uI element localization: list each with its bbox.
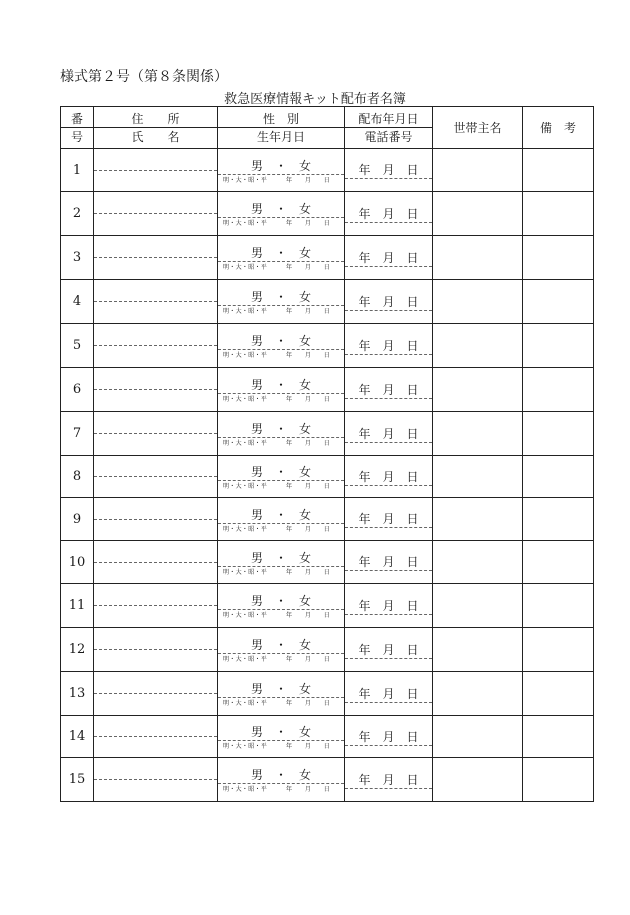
address-field[interactable] <box>94 389 217 390</box>
header-gender-birth <box>218 107 345 149</box>
gender-birth-cell <box>218 758 345 802</box>
address-field[interactable] <box>94 213 217 214</box>
table-row <box>61 280 594 324</box>
gender-options[interactable]: 男 ・ 女 <box>218 549 344 567</box>
address-name-cell <box>94 236 218 280</box>
birth-eras[interactable]: 明・大・昭・平 年 月 日 <box>223 308 331 315</box>
header-row <box>61 107 594 149</box>
date-phone-cell <box>345 584 433 628</box>
gender-birth-cell <box>218 716 345 758</box>
header-address-name <box>94 107 218 149</box>
address-name-cell <box>94 758 218 802</box>
remarks-field[interactable] <box>523 672 594 716</box>
row-number: 11 <box>61 584 94 628</box>
gender-birth-cell <box>218 672 345 716</box>
row-number: 12 <box>61 628 94 672</box>
gender-options[interactable]: 男 ・ 女 <box>218 636 344 654</box>
gender-birth-cell <box>218 149 345 192</box>
address-field[interactable] <box>94 562 217 563</box>
distribution-date[interactable]: 年 月 日 <box>345 510 432 528</box>
householder-field[interactable] <box>433 192 523 236</box>
gender-birth-cell <box>218 280 345 324</box>
date-phone-cell <box>345 280 433 324</box>
birth-eras[interactable]: 明・大・昭・平 年 月 日 <box>223 483 331 490</box>
address-name-cell <box>94 192 218 236</box>
table-row <box>61 456 594 498</box>
birth-eras[interactable]: 明・大・昭・平 年 月 日 <box>223 612 331 619</box>
distribution-date[interactable]: 年 月 日 <box>345 293 432 311</box>
address-name-cell <box>94 149 218 192</box>
address-name-cell <box>94 584 218 628</box>
date-phone-cell <box>345 758 433 802</box>
address-name-cell <box>94 628 218 672</box>
address-name-cell <box>94 498 218 541</box>
date-phone-cell <box>345 192 433 236</box>
header-householder: 世帯主名 <box>433 107 523 149</box>
gender-options[interactable]: 男 ・ 女 <box>218 244 344 262</box>
remarks-field[interactable] <box>523 236 594 280</box>
distribution-date[interactable]: 年 月 日 <box>345 337 432 355</box>
row-number: 2 <box>61 192 94 236</box>
address-name-cell <box>94 412 218 456</box>
remarks-field[interactable] <box>523 498 594 541</box>
distribution-date[interactable]: 年 月 日 <box>345 205 432 223</box>
distribution-date[interactable]: 年 月 日 <box>345 381 432 399</box>
row-number: 8 <box>61 456 94 498</box>
table-row <box>61 192 594 236</box>
birth-eras[interactable]: 明・大・昭・平 年 月 日 <box>223 264 331 271</box>
address-field[interactable] <box>94 433 217 434</box>
table-row <box>61 672 594 716</box>
address-field[interactable] <box>94 257 217 258</box>
gender-options[interactable]: 男 ・ 女 <box>218 157 344 175</box>
householder-field[interactable] <box>433 628 523 672</box>
header-phone: 電話番号 <box>364 130 413 144</box>
row-number: 7 <box>61 412 94 456</box>
table-row <box>61 236 594 280</box>
distribution-date[interactable]: 年 月 日 <box>345 597 432 615</box>
householder-field[interactable] <box>433 412 523 456</box>
householder-field[interactable] <box>433 368 523 412</box>
gender-options[interactable]: 男 ・ 女 <box>218 592 344 610</box>
table-row <box>61 584 594 628</box>
birth-eras[interactable]: 明・大・昭・平 年 月 日 <box>223 352 331 359</box>
householder-field[interactable] <box>433 758 523 802</box>
gender-options[interactable]: 男 ・ 女 <box>218 766 344 784</box>
remarks-field[interactable] <box>523 584 594 628</box>
birth-eras[interactable]: 明・大・昭・平 年 月 日 <box>223 440 331 447</box>
gender-options[interactable]: 男 ・ 女 <box>218 506 344 524</box>
form-label: 様式第２号（第８条関係） <box>60 69 228 85</box>
address-field[interactable] <box>94 779 217 780</box>
address-field[interactable] <box>94 170 217 171</box>
address-field[interactable] <box>94 736 217 737</box>
remarks-field[interactable] <box>523 412 594 456</box>
address-field[interactable] <box>94 476 217 477</box>
birth-eras[interactable]: 明・大・昭・平 年 月 日 <box>223 786 331 793</box>
table-row <box>61 628 594 672</box>
birth-eras[interactable]: 明・大・昭・平 年 月 日 <box>223 220 331 227</box>
gender-birth-cell <box>218 628 345 672</box>
birth-eras[interactable]: 明・大・昭・平 年 月 日 <box>223 656 331 663</box>
householder-field[interactable] <box>433 456 523 498</box>
gender-birth-cell <box>218 324 345 368</box>
address-name-cell <box>94 456 218 498</box>
address-name-cell <box>94 716 218 758</box>
header-birthdate: 生年月日 <box>256 130 305 144</box>
row-number: 3 <box>61 236 94 280</box>
row-number: 1 <box>61 149 94 192</box>
address-field[interactable] <box>94 605 217 606</box>
gender-options[interactable]: 男 ・ 女 <box>218 723 344 741</box>
row-number: 10 <box>61 541 94 584</box>
remarks-field[interactable] <box>523 628 594 672</box>
householder-field[interactable] <box>433 672 523 716</box>
header-distribution-date: 配布年月日 <box>345 110 432 128</box>
register-table <box>60 106 594 802</box>
address-field[interactable] <box>94 301 217 302</box>
address-name-cell <box>94 672 218 716</box>
gender-birth-cell <box>218 584 345 628</box>
table-row <box>61 758 594 802</box>
date-phone-cell <box>345 412 433 456</box>
remarks-field[interactable] <box>523 541 594 584</box>
row-number: 13 <box>61 672 94 716</box>
distribution-date[interactable]: 年 月 日 <box>345 685 432 703</box>
header-address: 住 所 <box>94 110 217 128</box>
address-name-cell <box>94 324 218 368</box>
header-remarks: 備 考 <box>523 107 594 149</box>
birth-eras[interactable]: 明・大・昭・平 年 月 日 <box>223 525 331 533</box>
gender-birth-cell <box>218 456 345 498</box>
gender-options[interactable]: 男 ・ 女 <box>218 463 344 481</box>
householder-field[interactable] <box>433 236 523 280</box>
gender-options[interactable]: 男 ・ 女 <box>218 288 344 306</box>
table-row <box>61 368 594 412</box>
householder-field[interactable] <box>433 541 523 584</box>
date-phone-cell <box>345 236 433 280</box>
date-phone-cell <box>345 716 433 758</box>
header-name: 氏 名 <box>131 130 180 144</box>
remarks-field[interactable] <box>523 456 594 498</box>
address-name-cell <box>94 541 218 584</box>
header-gender: 性 別 <box>218 110 344 128</box>
date-phone-cell <box>345 541 433 584</box>
householder-field[interactable] <box>433 280 523 324</box>
householder-field[interactable] <box>433 324 523 368</box>
date-phone-cell <box>345 368 433 412</box>
remarks-field[interactable] <box>523 192 594 236</box>
header-number-bottom: 号 <box>70 130 83 144</box>
distribution-date[interactable]: 年 月 日 <box>345 728 432 746</box>
row-number: 9 <box>61 498 94 541</box>
distribution-date[interactable]: 年 月 日 <box>345 553 432 571</box>
distribution-date[interactable]: 年 月 日 <box>345 641 432 659</box>
address-field[interactable] <box>94 649 217 650</box>
address-name-cell <box>94 368 218 412</box>
gender-birth-cell <box>218 368 345 412</box>
gender-options[interactable]: 男 ・ 女 <box>218 420 344 438</box>
table-row <box>61 716 594 758</box>
gender-birth-cell <box>218 498 345 541</box>
date-phone-cell <box>345 149 433 192</box>
gender-birth-cell <box>218 192 345 236</box>
header-number <box>61 107 94 149</box>
distribution-date[interactable]: 年 月 日 <box>345 161 432 179</box>
distribution-date[interactable]: 年 月 日 <box>345 425 432 443</box>
row-number: 5 <box>61 324 94 368</box>
gender-options[interactable]: 男 ・ 女 <box>218 200 344 218</box>
date-phone-cell <box>345 456 433 498</box>
householder-field[interactable] <box>433 716 523 758</box>
birth-eras[interactable]: 明・大・昭・平 年 月 日 <box>223 700 331 707</box>
birth-eras[interactable]: 明・大・昭・平 年 月 日 <box>223 568 331 576</box>
gender-options[interactable]: 男 ・ 女 <box>218 332 344 350</box>
table-row <box>61 541 594 584</box>
distribution-date[interactable]: 年 月 日 <box>345 468 432 486</box>
remarks-field[interactable] <box>523 149 594 192</box>
householder-field[interactable] <box>433 498 523 541</box>
gender-birth-cell <box>218 236 345 280</box>
row-number: 6 <box>61 368 94 412</box>
remarks-field[interactable] <box>523 368 594 412</box>
gender-birth-cell <box>218 412 345 456</box>
header-date-phone <box>345 107 433 149</box>
birth-eras[interactable]: 明・大・昭・平 年 月 日 <box>223 396 331 403</box>
address-field[interactable] <box>94 345 217 346</box>
remarks-field[interactable] <box>523 280 594 324</box>
table-row <box>61 324 594 368</box>
birth-eras[interactable]: 明・大・昭・平 年 月 日 <box>223 743 331 750</box>
remarks-field[interactable] <box>523 716 594 758</box>
remarks-field[interactable] <box>523 324 594 368</box>
birth-eras[interactable]: 明・大・昭・平 年 月 日 <box>223 176 331 184</box>
row-number: 4 <box>61 280 94 324</box>
address-field[interactable] <box>94 519 217 520</box>
table-row <box>61 412 594 456</box>
gender-options[interactable]: 男 ・ 女 <box>218 680 344 698</box>
remarks-field[interactable] <box>523 758 594 802</box>
address-field[interactable] <box>94 693 217 694</box>
row-number: 15 <box>61 758 94 802</box>
householder-field[interactable] <box>433 584 523 628</box>
table-row <box>61 498 594 541</box>
date-phone-cell <box>345 324 433 368</box>
distribution-date[interactable]: 年 月 日 <box>345 771 432 789</box>
date-phone-cell <box>345 498 433 541</box>
gender-options[interactable]: 男 ・ 女 <box>218 376 344 394</box>
row-number: 14 <box>61 716 94 758</box>
gender-birth-cell <box>218 541 345 584</box>
householder-field[interactable] <box>433 149 523 192</box>
date-phone-cell <box>345 672 433 716</box>
header-number-top: 番 <box>61 110 93 128</box>
date-phone-cell <box>345 628 433 672</box>
table-row <box>61 149 594 192</box>
distribution-date[interactable]: 年 月 日 <box>345 249 432 267</box>
address-name-cell <box>94 280 218 324</box>
document-title: 救急医療情報キット配布者名簿 <box>224 92 406 107</box>
